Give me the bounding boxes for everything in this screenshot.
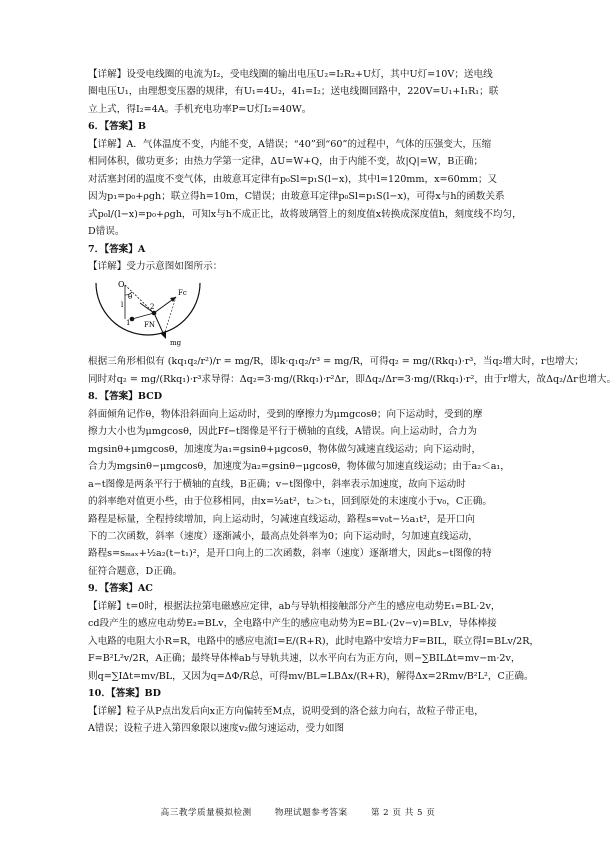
text-line: 8．【答案】BCD	[88, 391, 163, 403]
text-line: F=B²L²v/2R，A正确；最终导体棒ab与导轨共速，以水平向右为正方向，则−∑BIL∆t=mv−m·2v，	[88, 653, 521, 665]
text-line: 斜面倾角记作θ，物体沿斜面向上运动时，受到的摩擦力为μmgcosθ；向下运动时，受到的摩	[88, 408, 483, 420]
force-diagram	[88, 275, 528, 353]
footer-right: 第 2 页 共 5 页	[370, 808, 436, 818]
label-1: 1	[126, 319, 131, 328]
text-line: 的斜率绝对值更小些，由于位移相同，由x=½at²，t₂＞t₁，回到原处的末速度小于v₀，C正确。	[88, 496, 492, 508]
text-line: 擦力大小也为μmgcosθ，因此Ff−t图像是平行于横轴的直线，A错误。向上运动时，合力为	[88, 426, 477, 438]
text-line: 【详解】粒子从P点出发后向x正方向偏转至M点，说明受到的洛仑兹力向右，故粒子带正电，	[88, 705, 484, 717]
answer-text	[88, 66, 616, 737]
label-2: 2	[150, 303, 155, 312]
text-line: 下的二次函数，斜率（速度）逐渐减小，最高点处斜率为0；向下运动时，匀加速直线运动，	[88, 530, 478, 542]
text-line: 圈电压U₁，由理想变压器的规律，有U₁=4U₂，4I₁=I₂；送电线圈回路中，220V=U₁+I₁R₁；联	[88, 86, 499, 98]
text-line: 10．【答案】BD	[88, 688, 161, 700]
text-line: 路程是标量，全程持续增加，向上运动时，匀减速直线运动，路程s=v₀t−½a₁t²，是开口向	[88, 513, 475, 525]
text-line: 【详解】受力示意图如图所示：	[88, 260, 223, 272]
page-footer	[0, 806, 596, 818]
text-line: 对活塞封闭的温度不变气体，由玻意耳定律有p₀Sl=p₁S(l−x)，其中l=120mm，x=60mm；又	[88, 173, 498, 185]
label-mg: mg	[170, 339, 182, 348]
paragraph-block-a	[88, 66, 528, 275]
text-line: 9．【答案】AC	[88, 583, 153, 595]
text-line: 合力为mgsinθ−μmgcosθ，加速度为a₂=gsinθ−μgcosθ，物体做匀加速直线运动；由于a₂＜a₁，	[88, 461, 510, 473]
text-line: mgsinθ+μmgcosθ，加速度为a₁=gsinθ+μgcosθ，物体做匀减速直线运动；向下运动时，	[88, 443, 482, 455]
text-line: 同时对q₂ = mg/(Rkq₁)·r³求导得：Δq₂=3·mg/(Rkq₁)·r²Δr，即Δq₂/Δr=3·mg/(Rkq₁)·r²，由于r增大，故Δq₂/Δr也增大。	[88, 373, 616, 385]
label-fc: Fc	[178, 289, 187, 298]
footer-center: 物理试题参考答案	[274, 808, 348, 818]
text-line: 征符合题意，D正确。	[88, 565, 183, 577]
footer-left: 高三教学质量模拟检测	[160, 808, 252, 818]
text-line: 则q=∑I∆t=mv/BL，又因为q=ΔΦ/R总，可得mv/BL=LBΔx/(R+R)，解得Δx=2Rmv/B²L²，C正确。	[88, 670, 534, 682]
label-fn: FN	[144, 321, 155, 330]
text-line: A错误；设粒子进入第四象限以速度v₂做匀速运动，受力如图	[88, 722, 345, 734]
text-line: 相同体积，做功更多；由热力学第一定律，ΔU=W+Q，由于内能不变，故|Q|=W，B正确；	[88, 156, 484, 168]
text-line: D错误。	[88, 226, 125, 238]
text-line: cd段产生的感应电动势E₂=BLv，全电路中产生的感应电动势为E=BL·(2v−v)=BLv，导体棒接	[88, 618, 497, 630]
force-diagram-svg	[88, 275, 228, 353]
text-line: 【详解】A．气体温度不变，内能不变，A错误；“40”到“60”的过程中，气体的压强变大，压缩	[88, 138, 492, 150]
label-o: O	[118, 280, 125, 290]
text-line: 7．【答案】A	[88, 243, 146, 255]
text-line: 【详解】设受电线圈的电流为I₂，受电线圈的输出电压U₂=I₂R₂+U灯，其中U灯=10V；送电线	[88, 69, 493, 80]
text-line: 路程s=sₘₐₓ+½a₂(t−t₁)²，是开口向上的二次函数，斜率（速度）逐渐增大，因此s−t图像的特	[88, 548, 492, 560]
text-line: 入电路的电阻大小R=R，电路中的感应电流I=E/(R+R)，此时电路中安培力F=BIL，联立得I=BLv/2R，	[88, 635, 540, 647]
text-line: 式p₀l/(l−x)=p₀+ρgh，可知x与h不成正比，故将玻璃管上的刻度值x转换成深度值h，刻度线不均匀，	[88, 208, 522, 220]
text-line: 【详解】t=0时，根据法拉第电磁感应定律，ab与导轨相接触部分产生的感应电动势E₁=BL·2v，	[88, 600, 501, 612]
paragraph-block-b	[88, 353, 616, 737]
text-line: 因为p₁=p₀+ρgh；联立得h=10m，C错误；由玻意耳定律p₀Sl=p₁S(l−x)，可得x与h的函数关系	[88, 191, 505, 203]
text-line: 立上式，得I₂=4A。手机充电功率P=U灯I₂=40W。	[88, 103, 312, 115]
label-l: l	[121, 301, 124, 310]
label-theta: θ	[128, 293, 133, 302]
text-line: 6．【答案】B	[88, 121, 146, 133]
text-line: 根据三角形相似有 (kq₁q₂/r²)/r = mg/R，即k·q₁q₂/r³ = mg/R，可得q₂ = mg/(Rkq₁)·r³，当q₂增大时，r也增大；	[88, 356, 584, 368]
text-line: a−t图像是两条平行于横轴的直线，B正确；v−t图像中，斜率表示加速度，故向下运动时	[88, 478, 466, 490]
